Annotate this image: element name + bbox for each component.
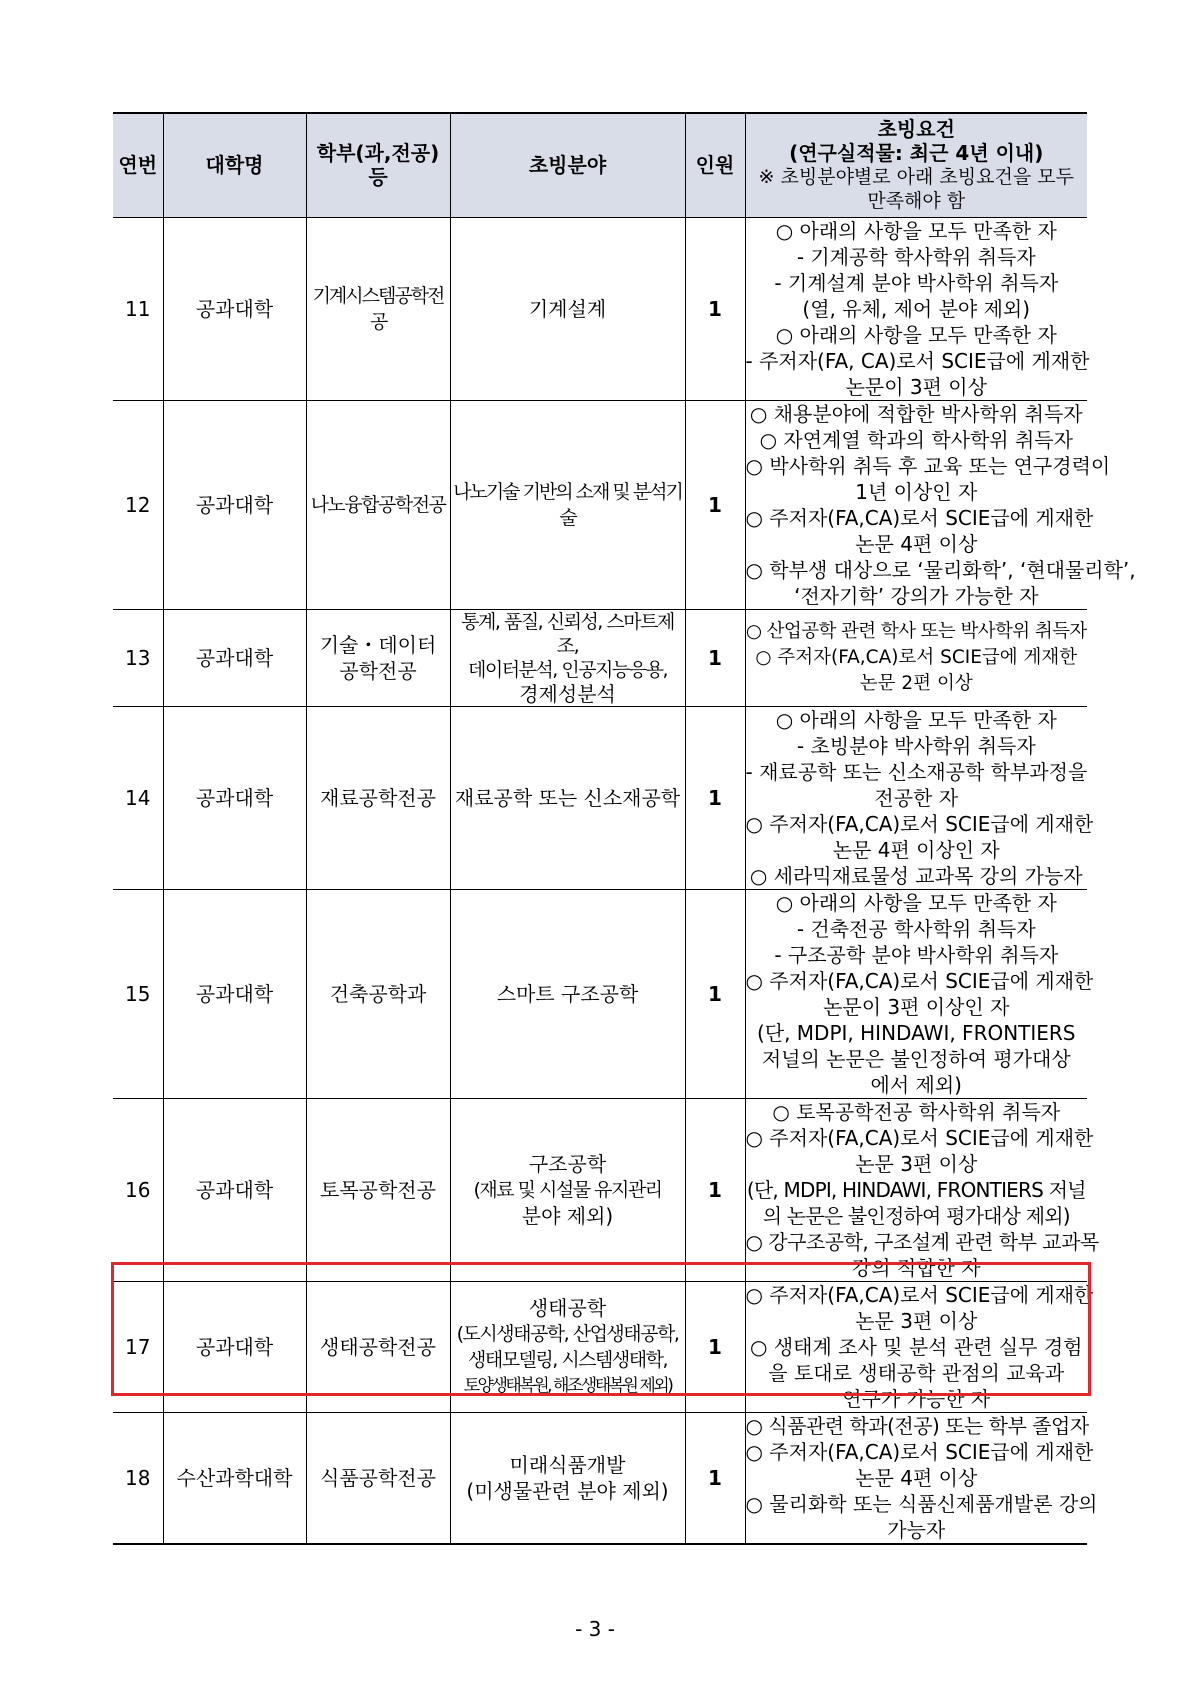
- row-university: 공과대학: [163, 217, 306, 400]
- row-no: 12: [113, 400, 163, 609]
- row-requirements: ○ 채용분야에 적합한 박사학위 취득자 ○ 자연계열 학과의 학사학위 취득자 ○ 박사학위 취득 후 교육 또는 연구경력이 1년 이상인 자 ○ 주저자(FA,CA)로서 SCIE급에 게재한 논문 4편 이상 ○ 학부생 대상으로 ‘물리화학’, ‘현대물리학’, ‘전자기학’ 강의가 가능한 자: [745, 401, 1136, 608]
- row-field: 구조공학 (재료 및 시설물 유지관리 분야 제외): [450, 1098, 685, 1281]
- table-row: [113, 217, 1087, 400]
- row-no: 16: [113, 1098, 163, 1281]
- row-no: 15: [113, 889, 163, 1098]
- row-field: 기계설계: [450, 217, 685, 400]
- row-department: 생태공학전공: [306, 1281, 450, 1412]
- row-requirements: ○ 아래의 사항을 모두 만족한 자 - 초빙분야 박사학위 취득자 - 재료공학 또는 신소재공학 학부과정을 전공한 자 ○ 주저자(FA,CA)로서 SCIE급에 게재한 논문 4편 이상인 자 ○ 세라믹재료물성 교과목 강의 가능자: [745, 707, 1094, 888]
- row-count: 1: [685, 889, 745, 1098]
- table-header-row: [113, 113, 1087, 217]
- row-count: 1: [685, 400, 745, 609]
- row-no: 11: [113, 217, 163, 400]
- row-university: 공과대학: [163, 1098, 306, 1281]
- table-row: [113, 889, 1087, 1098]
- header-no: 연번: [113, 113, 163, 217]
- row-department: 토목공학전공: [306, 1098, 450, 1281]
- row-department: 식품공학전공: [306, 1412, 450, 1544]
- row-university: 공과대학: [163, 609, 306, 706]
- row-university: 공과대학: [163, 1281, 306, 1412]
- row-university: 공과대학: [163, 400, 306, 609]
- row-requirements: ○ 토목공학전공 학사학위 취득자 ○ 주저자(FA,CA)로서 SCIE급에 게재한 논문 3편 이상 (단, MDPI, HINDAWI, FRONTIERS 저널 의 논문은 불인정하여 평가대상 제외) ○ 강구조공학, 구조설계 관련 학부 교과목 강의 적합한 자: [745, 1099, 1099, 1280]
- row-requirements: ○ 산업공학 관련 학사 또는 박사학위 취득자 ○ 주저자(FA,CA)로서 SCIE급에 게재한 논문 2편 이상: [745, 609, 1087, 706]
- row-requirements: ○ 아래의 사항을 모두 만족한 자 - 건축전공 학사학위 취득자 - 구조공학 분야 박사학위 취득자 ○ 주저자(FA,CA)로서 SCIE급에 게재한 논문이 3편 이상인 자 (단, MDPI, HINDAWI, FRONTIERS 저널의 논문은 불인정하여 평가대상 에서 제외): [745, 890, 1094, 1097]
- row-requirements: ○ 식품관련 학과(전공) 또는 학부 졸업자 ○ 주저자(FA,CA)로서 SCIE급에 게재한 논문 4편 이상 ○ 물리화학 또는 식품신제품개발론 강의 가능자: [745, 1413, 1098, 1542]
- table-row: [113, 400, 1087, 609]
- row-field: 미래식품개발 (미생물관련 분야 제외): [450, 1412, 685, 1544]
- row-no: 14: [113, 706, 163, 889]
- row-count: 1: [685, 609, 745, 706]
- row-field: 생태공학 (도시생태공학, 산업생태공학, 생태모델링, 시스템생태학, 토양생태복원, 해조생태복원 제외): [450, 1281, 685, 1412]
- row-field: 통계, 품질, 신뢰성, 스마트제조, 데이터분석, 인공지능응용, 경제성분석: [450, 609, 685, 706]
- row-department: 나노융합공학전공: [306, 400, 450, 609]
- row-department: 기계시스템공학전공: [306, 217, 450, 400]
- row-count: 1: [685, 706, 745, 889]
- header-university: 대학명: [163, 113, 306, 217]
- table-row: [113, 706, 1087, 889]
- row-university: 공과대학: [163, 706, 306, 889]
- table-row: [113, 609, 1087, 706]
- row-no: 18: [113, 1412, 163, 1544]
- row-field: 스마트 구조공학: [450, 889, 685, 1098]
- header-req-subtitle: (연구실적물: 최근 4년 이내): [789, 141, 1044, 166]
- header-requirements: [745, 113, 1087, 217]
- row-field: 나노기술 기반의 소재 및 분석기술: [450, 400, 685, 609]
- header-req-note-2: 만족해야 함: [867, 190, 966, 213]
- row-requirements: ○ 주저자(FA,CA)로서 SCIE급에 게재한 논문 3편 이상 ○ 생태계 조사 및 분석 관련 실무 경험 을 토대로 생태공학 관점의 교육과 연구가 가능한 자: [745, 1282, 1094, 1411]
- row-no: 17: [113, 1281, 163, 1412]
- row-count: 1: [685, 1281, 745, 1412]
- row-department: 기술・데이터 공학전공: [306, 609, 450, 706]
- highlight-box: [111, 1262, 1091, 1396]
- header-count: 인원: [685, 113, 745, 217]
- row-requirements: ○ 아래의 사항을 모두 만족한 자 - 기계공학 학사학위 취득자 - 기계설계 분야 박사학위 취득자 (열, 유체, 제어 분야 제외) ○ 아래의 사항을 모두 만족한 자 - 주저자(FA, CA)로서 SCIE급에 게재한 논문이 3편 이상: [745, 218, 1090, 399]
- row-university: 공과대학: [163, 889, 306, 1098]
- page-number: - 3 -: [575, 1617, 615, 1641]
- row-department: 건축공학과: [306, 889, 450, 1098]
- table-row: [113, 1412, 1087, 1544]
- header-req-title: 초빙요건: [877, 117, 955, 142]
- table-row: [113, 1098, 1087, 1281]
- row-field: 재료공학 또는 신소재공학: [450, 706, 685, 889]
- row-count: 1: [685, 217, 745, 400]
- row-no: 13: [113, 609, 163, 706]
- row-count: 1: [685, 1412, 745, 1544]
- row-university: 수산과학대학: [163, 1412, 306, 1544]
- header-req-note-1: ※ 초빙분야별로 아래 초빙요건을 모두: [758, 166, 1074, 189]
- row-count: 1: [685, 1098, 745, 1281]
- header-department: 학부(과,전공) 등: [306, 113, 450, 217]
- row-department: 재료공학전공: [306, 706, 450, 889]
- header-field: 초빙분야: [450, 113, 685, 217]
